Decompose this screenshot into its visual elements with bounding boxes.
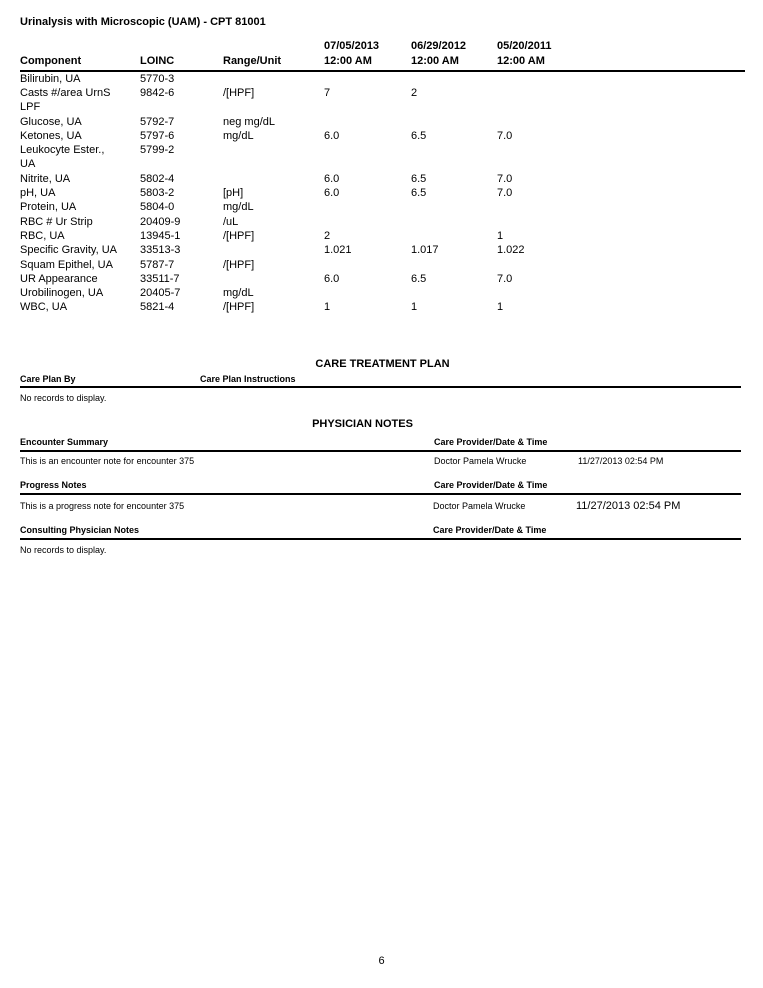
cell-loinc: 9842-6 [140,87,175,99]
cell-value-1: 2 [324,230,331,242]
cell-loinc: 5803-2 [140,187,175,199]
cell-value-2: 6.5 [411,273,427,285]
lab-header-rule [20,70,745,72]
cell-value-3: 7.0 [497,273,513,285]
cell-component: WBC, UA [20,301,68,313]
cell-loinc: 5787-7 [140,259,175,271]
cell-value-1: 6.0 [324,273,340,285]
col-header-range-unit: Range/Unit [223,55,282,67]
cell-value-3: 1 [497,301,504,313]
cell-component: UR Appearance [20,273,98,285]
cell-value-2: 6.5 [411,130,427,142]
cell-range: /[HPF] [223,87,255,99]
cell-range: mg/dL [223,287,254,299]
cell-component-cont: LPF [20,101,41,113]
cell-value-1: 7 [324,87,331,99]
cell-range: mg/dL [223,201,254,213]
cell-component: Ketones, UA [20,130,82,142]
cell-range: /[HPF] [223,301,255,313]
progress-notes-header: Progress Notes [20,480,87,490]
cell-component-cont: UA [20,158,36,170]
consulting-rule [20,538,741,540]
encounter-datetime: 11/27/2013 02:54 PM [578,456,664,466]
cell-value-2: 6.5 [411,187,427,199]
consulting-empty-message: No records to display. [20,545,107,555]
encounter-provider-name: Doctor Pamela Wrucke [434,456,527,466]
progress-provider-header: Care Provider/Date & Time [434,480,548,490]
progress-note-text: This is a progress note for encounter 375 [20,501,185,511]
cell-loinc: 5802-4 [140,173,175,185]
progress-rule [20,493,741,495]
cell-loinc: 33511-7 [140,273,180,285]
cell-loinc: 5804-0 [140,201,175,213]
col-header-date-2: 06/29/2012 [411,40,467,52]
care-plan-empty-message: No records to display. [20,393,107,403]
col-header-date-1: 07/05/2013 [324,40,380,52]
cell-component: Urobilinogen, UA [20,287,104,299]
care-plan-by-header: Care Plan By [20,374,76,384]
cell-value-2: 1.017 [411,244,439,256]
page-number: 6 [378,955,385,967]
lab-title: Urinalysis with Microscopic (UAM) - CPT 81001 [20,16,266,28]
cell-loinc: 5821-4 [140,301,175,313]
cell-component: Glucose, UA [20,116,82,128]
cell-component: RBC, UA [20,230,65,242]
col-header-time-2: 12:00 AM [411,55,459,67]
cell-component: Nitrite, UA [20,173,71,185]
cell-value-1: 6.0 [324,173,340,185]
cell-component: RBC # Ur Strip [20,216,93,228]
cell-loinc: 5770-3 [140,73,175,85]
cell-value-3: 1 [497,230,504,242]
cell-range: /[HPF] [223,259,255,271]
encounter-rule [20,450,741,452]
cell-range: /uL [223,216,239,228]
col-header-time-3: 12:00 AM [497,55,545,67]
col-header-component: Component [20,55,82,67]
cell-loinc: 33513-3 [140,244,181,256]
cell-loinc: 13945-1 [140,230,181,242]
cell-value-1: 1.021 [324,244,352,256]
encounter-provider-header: Care Provider/Date & Time [434,437,548,447]
cell-range: /[HPF] [223,230,255,242]
cell-value-3: 7.0 [497,173,513,185]
cell-component: Leukocyte Ester., [20,144,105,156]
col-header-time-1: 12:00 AM [324,55,372,67]
cell-component: Specific Gravity, UA [20,244,117,256]
cell-component: Casts #/area UrnS [20,87,111,99]
cell-loinc: 5799-2 [140,144,175,156]
cell-component: Bilirubin, UA [20,73,81,85]
physician-notes-heading: PHYSICIAN NOTES [312,418,413,430]
cell-value-1: 6.0 [324,130,340,142]
care-plan-rule [20,386,741,388]
cell-loinc: 5792-7 [140,116,175,128]
cell-value-3: 7.0 [497,187,513,199]
consulting-notes-header: Consulting Physician Notes [20,525,140,535]
care-plan-heading: CARE TREATMENT PLAN [315,358,450,370]
cell-value-2: 1 [411,301,418,313]
cell-value-2: 6.5 [411,173,427,185]
encounter-note-text: This is an encounter note for encounter 375 [20,456,195,466]
cell-range: [pH] [223,187,244,199]
progress-datetime: 11/27/2013 02:54 PM [576,500,681,512]
cell-value-1: 1 [324,301,331,313]
cell-value-3: 1.022 [497,244,525,256]
progress-provider-name: Doctor Pamela Wrucke [433,501,526,511]
cell-component: pH, UA [20,187,56,199]
consulting-provider-header: Care Provider/Date & Time [433,525,547,535]
encounter-summary-header: Encounter Summary [20,437,109,447]
cell-value-1: 6.0 [324,187,340,199]
care-plan-instructions-header: Care Plan Instructions [200,374,296,384]
cell-loinc: 20405-7 [140,287,181,299]
cell-range: mg/dL [223,130,254,142]
cell-value-2: 2 [411,87,418,99]
col-header-loinc: LOINC [140,55,175,67]
cell-range: neg mg/dL [223,116,275,128]
cell-loinc: 5797-6 [140,130,175,142]
cell-loinc: 20409-9 [140,216,181,228]
cell-value-3: 7.0 [497,130,513,142]
cell-component: Squam Epithel, UA [20,259,113,271]
cell-component: Protein, UA [20,201,77,213]
col-header-date-3: 05/20/2011 [497,40,552,52]
